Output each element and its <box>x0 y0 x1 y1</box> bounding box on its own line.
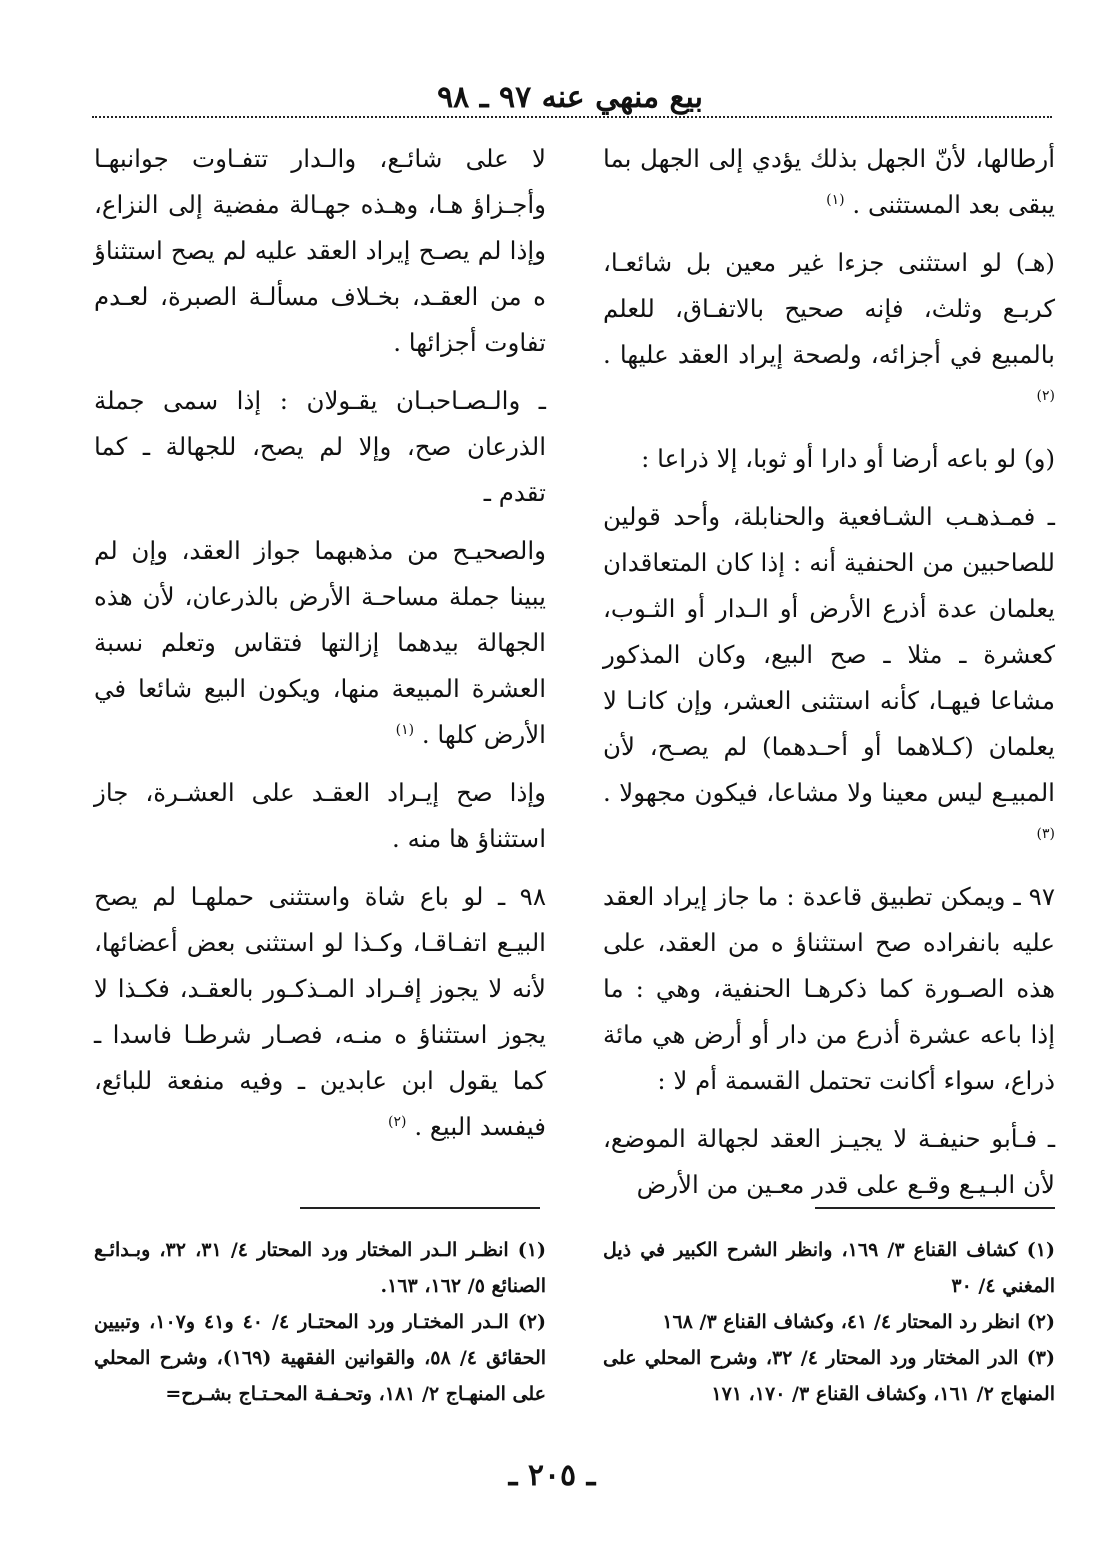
paragraph-text: ٩٧ ـ ويمكن تطبيق قاعدة : ما جاز إيراد العقد عليه بانفراده صح استثناؤ ه من العقد، على هذه الصـورة كما ذكرهـا الحنفية، وهي : ما إذا باعه عشرة أذرع من دار أو أرض هي مائة ذراع، سواء أكانت تحتمل القسمة أم لا : <box>603 882 1055 1095</box>
paragraph <box>603 874 1055 1104</box>
footnote-divider <box>815 1207 1055 1209</box>
footnote-ref: (١) <box>826 191 845 208</box>
paragraph-text: ـ والـصـاحبـان يقـولان : إذا سمى جملة الذرعان صح، وإلا لم يصح، للجهالة ـ كما تقدم ـ <box>94 386 546 507</box>
footnote: (١) كشاف القناع ٣/ ١٦٩، وانظر الشرح الكبير في ذيل المغني ٤/ ٣٠ <box>603 1239 1056 1297</box>
paragraph-text: ـ فـأبو حنيفـة لا يجيـز العقد لجهالة الموضع، لأن البـيـع وقـع على قدر معـين من الأرض <box>603 1124 1055 1199</box>
paragraph <box>94 378 546 516</box>
paragraph <box>603 1116 1055 1208</box>
paragraph <box>94 136 546 366</box>
paragraph <box>603 240 1055 424</box>
footnote: (٢) الـدر المختـار ورد المحتـار ٤/ ٤٠ و٤١ و١٠٧، وتبيين الحقائق ٤/ ٥٨، والقوانين الفقهية (١٦٩)، وشرح المحلي على المنهـاج ٢/ ١٨١، وتحـفـة المحـتـاج بشـرح= <box>94 1311 547 1405</box>
footnote: (٣) الدر المختار ورد المحتار ٤/ ٣٢، وشرح المحلي على المنهاج ٢/ ١٦١، وكشاف القناع ٣/ ١٧٠، ١٧١ <box>603 1347 1055 1405</box>
paragraph <box>603 136 1055 228</box>
paragraph <box>94 874 546 1150</box>
paragraph <box>603 436 1055 482</box>
header-divider <box>92 116 1052 118</box>
paragraph-text: (هـ) لو استثنى جزءا غير معين بل شائعـا، كربـع وثلث، فإنه صحيح بالاتفـاق، للعلم بالمبيع في أجزائه، ولصحة إيراد العقد عليها . <box>603 248 1055 369</box>
paragraph <box>603 494 1055 862</box>
paragraph-text: والصحيـح من مذهبهما جواز العقد، وإن لم يبينا جملة مساحـة الأرض بالذرعان، لأن هذه الجهالة بيدهما إزالتها فتقاس وتعلم نسبة العشرة المبيعة منها، ويكون البيع شائعا في الأرض كلها . <box>94 536 546 749</box>
paragraph-text: لا على شائـع، والـدار تتفـاوت جوانبهـا وأجـزاؤ هـا، وهـذه جهـالة مفضية إلى النزاع، وإذا لم يصـح إيراد العقد عليه لم يصح استثناؤ ه من العقـد، بخـلاف مسألـة الصبرة، لعـدم تفاوت أجزائها . <box>94 144 546 357</box>
footnote: (٢) انظر رد المحتار ٤/ ٤١، وكشاف القناع ٣/ ١٦٨ <box>662 1311 1055 1333</box>
left-footnotes <box>94 1232 546 1412</box>
paragraph <box>94 770 546 862</box>
left-text-column <box>94 136 546 1162</box>
paragraph-text: (و) لو باعه أرضا أو دارا أو ثوبا، إلا ذراعا : <box>641 444 1055 473</box>
footnote-ref: (٢) <box>1036 387 1055 404</box>
footnote-ref: (٣) <box>1036 825 1055 842</box>
paragraph-text: أرطالها، لأنّ الجهل بذلك يؤدي إلى الجهل بما يبقى بعد المستثنى . <box>603 144 1055 219</box>
right-text-column <box>603 136 1055 1220</box>
paragraph-text: وإذا صح إيـراد العقـد على العشـرة، جاز استثناؤ ها منه . <box>94 778 546 853</box>
footnote-divider <box>300 1207 540 1209</box>
paragraph <box>94 528 546 758</box>
right-footnotes <box>603 1232 1055 1412</box>
footnote-ref: (١) <box>395 721 415 738</box>
paragraph-text: ٩٨ ـ لو باع شاة واستثنى حملهـا لم يصح البيـع اتفـاقـا، وكـذا لو استثنى بعض أعضائها، لأنه لا يجوز إفـراد المـذكـور بالعقـد، فكـذا لا يجوز استثناؤ ه منـه، فصـار شرطـا فاسدا ـ كما يقول ابن عابدين ـ وفيه منفعة للبائع، فيفسد البيع . <box>94 882 546 1141</box>
footnote-ref: (٢) <box>388 1113 407 1130</box>
paragraph-text: ـ فمـذهـب الشـافعية والحنابلة، وأحد قولين للصاحبين من الحنفية أنه : إذا كان المتعاقدان يعلمان عدة أذرع الأرض أو الـدار أو الثـوب، كعشرة ـ مثلا ـ صح البيع، وكان المذكور مشاعا فيهـا، كأنه استثنى العشر، وإن كانـا لا يعلمان (كـلاهما أو أحـدهما) لم يصـح، لأن المبيـع ليس معينا ولا مشاعا، فيكون مجهولا . <box>603 502 1055 807</box>
footnote: (١) انظـر الـدر المختار ورد المحتار ٤/ ٣١، ٣٢، وبـدائـع الصنائع ٥/ ١٦٢، ١٦٣. <box>94 1239 546 1297</box>
page-number: ـ ٢٠٥ ـ <box>508 1458 596 1493</box>
running-title: بيع منهي عنه ٩٧ ـ ٩٨ <box>437 80 703 115</box>
